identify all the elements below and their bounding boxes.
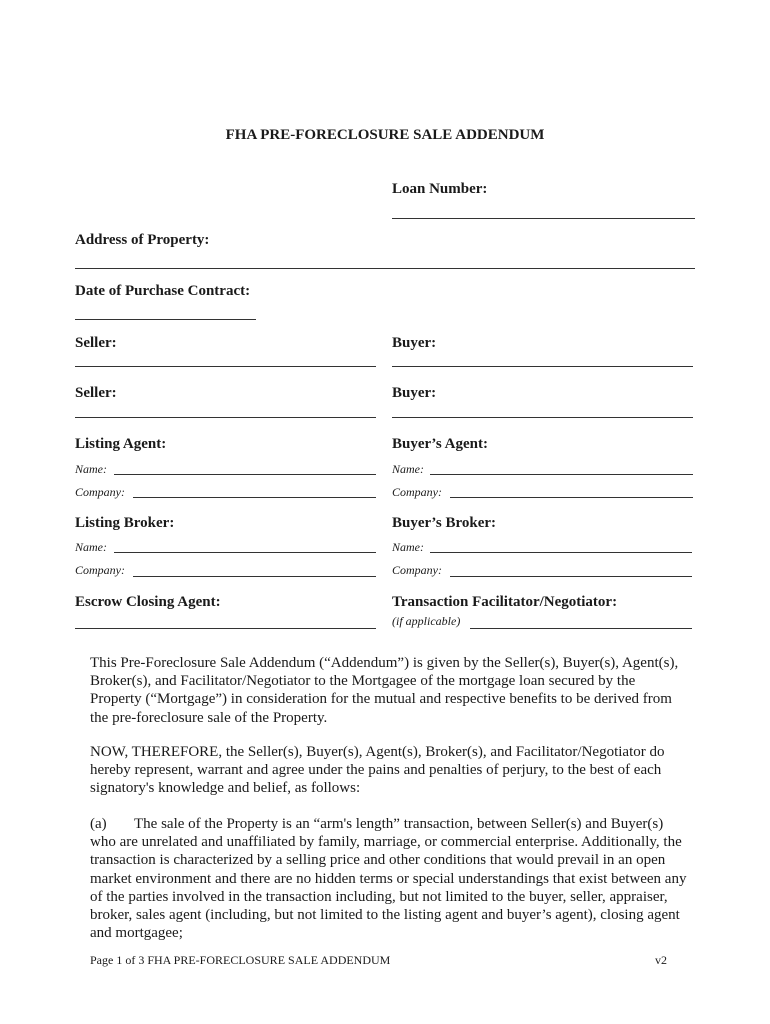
seller-1-label: Seller: (75, 335, 117, 351)
buyers-agent-company-label: Company: (392, 485, 442, 499)
date-contract-field[interactable] (75, 319, 256, 320)
address-field[interactable] (75, 268, 695, 269)
listing-broker-company-label: Company: (75, 563, 125, 577)
listing-agent-label: Listing Agent: (75, 436, 167, 452)
buyers-agent-company-field[interactable] (450, 497, 693, 498)
buyers-broker-name-label: Name: (392, 540, 424, 554)
buyers-broker-company-field[interactable] (450, 576, 692, 577)
buyer-2-label: Buyer: (392, 385, 437, 401)
buyers-broker-name-field[interactable] (430, 552, 692, 553)
listing-agent-name-field[interactable] (114, 474, 376, 475)
escrow-agent-field[interactable] (75, 628, 376, 629)
buyer-1-field[interactable] (392, 366, 693, 367)
listing-agent-name-label: Name: (75, 462, 107, 476)
item-a-text: The sale of the Property is an “arm's length” transaction, between Seller(s) and Buyer(s) who are unrelated and unaffiliated by family, marriage, or commercial enterprise. Additionally, the transaction is characterized by a selling price and other conditions that would prevail in an open market environment and there are no hidden terms or special understandings that exist between any of the parties involved in the transaction including, but not limited to the buyer, seller, appraiser, broker, sales agent (including, but not limited to the listing agent and buyer’s agent), closing agent and mortgagee; (90, 816, 687, 942)
loan-number-field[interactable] (392, 218, 695, 219)
seller-2-label: Seller: (75, 385, 117, 401)
listing-broker-company-field[interactable] (133, 576, 376, 577)
listing-broker-name-label: Name: (75, 540, 107, 554)
listing-agent-company-field[interactable] (133, 497, 376, 498)
buyers-agent-label: Buyer’s Agent: (392, 436, 488, 452)
buyers-agent-name-label: Name: (392, 462, 424, 476)
item-a-paragraph (90, 815, 690, 942)
loan-number-label: Loan Number: (392, 181, 488, 197)
document-title: FHA PRE-FORECLOSURE SALE ADDENDUM (225, 127, 545, 143)
footer-version: v2 (655, 953, 667, 967)
listing-broker-label: Listing Broker: (75, 515, 175, 531)
buyers-agent-name-field[interactable] (430, 474, 693, 475)
seller-1-field[interactable] (75, 366, 376, 367)
buyer-2-field[interactable] (392, 417, 693, 418)
seller-2-field[interactable] (75, 417, 376, 418)
listing-broker-name-field[interactable] (114, 552, 376, 553)
facilitator-field[interactable] (470, 628, 692, 629)
escrow-agent-label: Escrow Closing Agent: (75, 594, 221, 610)
buyers-broker-label: Buyer’s Broker: (392, 515, 497, 531)
buyers-broker-company-label: Company: (392, 563, 442, 577)
intro-paragraph: This Pre-Foreclosure Sale Addendum (“Addendum”) is given by the Seller(s), Buyer(s), Agent(s), Broker(s), and Facilitator/Negotiator to the Mortgagee of the mortgage loan secured by the Property (“Mortgage”) in consideration for the mutual and respective benefits to be derived from the pre-foreclosure sale of the Property. (90, 655, 679, 726)
buyer-1-label: Buyer: (392, 335, 437, 351)
listing-agent-company-label: Company: (75, 485, 125, 499)
now-therefore-paragraph: NOW, THEREFORE, the Seller(s), Buyer(s), Agent(s), Broker(s), and Facilitator/Negotiator do hereby represent, warrant and agree under the pains and penalties of perjury, to the best of each signatory's knowledge and belief, as follows: (90, 744, 665, 797)
footer-page-info: Page 1 of 3 FHA PRE-FORECLOSURE SALE ADDENDUM (90, 953, 391, 967)
facilitator-label: Transaction Facilitator/Negotiator: (392, 594, 618, 610)
if-applicable-label: (if applicable) (392, 614, 461, 628)
address-label: Address of Property: (75, 232, 210, 248)
item-a-marker: (a) (90, 816, 107, 832)
date-contract-label: Date of Purchase Contract: (75, 283, 251, 299)
